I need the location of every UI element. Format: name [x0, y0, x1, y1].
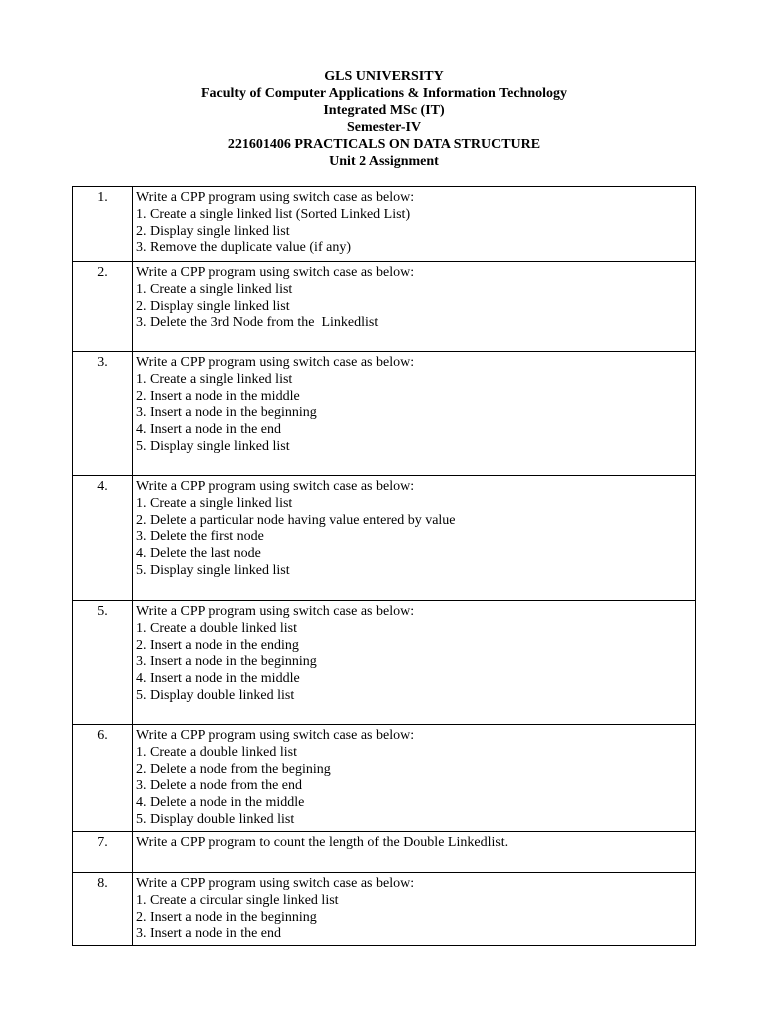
question-line: Write a CPP program using switch case as below:: [136, 265, 415, 280]
question-line: 4. Delete a node in the middle: [136, 795, 305, 811]
question-line: 3. Delete a node from the end: [136, 778, 302, 794]
question-number: 1.: [73, 187, 133, 262]
question-number: 2.: [73, 262, 133, 352]
faculty-name: Faculty of Computer Applications & Information Technology: [200, 86, 568, 101]
question-line: 3. Remove the duplicate value (if any): [136, 240, 351, 256]
question-line: 2. Display single linked list: [136, 298, 290, 314]
question-text: [133, 601, 696, 725]
question-row: [73, 832, 696, 873]
question-line: 4. Delete the last node: [136, 546, 261, 562]
question-line: 2. Insert a node in the beginning: [136, 909, 317, 925]
question-line: 5. Display single linked list: [136, 562, 290, 578]
question-text: [133, 832, 696, 873]
question-row: [73, 476, 696, 601]
question-row: [73, 725, 696, 832]
question-line: 1. Create a single linked list: [136, 495, 293, 511]
question-line: 1. Create a double linked list: [136, 620, 297, 636]
question-line: 1. Create a single linked list (Sorted Linked List): [136, 206, 411, 222]
semester: Semester-IV: [346, 120, 422, 135]
question-line: Write a CPP program using switch case as below:: [136, 479, 415, 494]
question-line: Write a CPP program using switch case as below:: [136, 728, 415, 743]
question-line: 5. Display single linked list: [136, 438, 290, 454]
question-line: Write a CPP program using switch case as below:: [136, 876, 415, 891]
question-line: 1. Create a single linked list: [136, 281, 293, 297]
question-row: [73, 352, 696, 476]
question-row: [73, 187, 696, 262]
question-row: [73, 262, 696, 352]
questions-body: [73, 187, 696, 946]
question-line: 4. Insert a node in the middle: [136, 671, 300, 687]
question-line: 3. Insert a node in the beginning: [136, 654, 317, 670]
question-row: [73, 601, 696, 725]
question-text: [133, 873, 696, 946]
question-text: [133, 352, 696, 476]
question-number: 3.: [73, 352, 133, 476]
question-line: Write a CPP program using switch case as below:: [136, 190, 415, 205]
university-name: GLS UNIVERSITY: [324, 69, 444, 84]
question-text: [133, 476, 696, 601]
question-line: 3. Insert a node in the end: [136, 926, 282, 942]
question-line: 2. Insert a node in the ending: [136, 637, 299, 653]
question-line: 5. Display double linked list: [136, 687, 295, 703]
question-text: [133, 187, 696, 262]
question-line: 1. Create a circular single linked list: [136, 892, 339, 908]
program-name: Integrated MSc (IT): [323, 103, 445, 118]
question-line: 2. Display single linked list: [136, 223, 290, 239]
unit-title: Unit 2 Assignment: [329, 154, 439, 169]
question-line: 3. Delete the first node: [136, 529, 264, 545]
question-number: 5.: [73, 601, 133, 725]
question-line: Write a CPP program using switch case as below:: [136, 604, 415, 619]
question-line: 2. Delete a node from the begining: [136, 761, 331, 777]
question-text: [133, 262, 696, 352]
question-line: 5. Display double linked list: [136, 811, 295, 827]
question-line: 4. Insert a node in the end: [136, 422, 282, 438]
question-line: 3. Insert a node in the beginning: [136, 405, 317, 421]
document-header: [0, 68, 768, 170]
question-row: [73, 873, 696, 946]
question-line: Write a CPP program using switch case as below:: [136, 355, 415, 370]
question-number: 4.: [73, 476, 133, 601]
question-line: 1. Create a single linked list: [136, 371, 293, 387]
question-number: 8.: [73, 873, 133, 946]
question-line: Write a CPP program to count the length of the Double Linkedlist.: [136, 835, 509, 850]
questions-table: [72, 186, 696, 946]
question-line: 3. Delete the 3rd Node from the Linkedlist: [136, 315, 379, 331]
question-line: 2. Delete a particular node having value entered by value: [136, 512, 456, 528]
question-line: 1. Create a double linked list: [136, 744, 297, 760]
question-text: [133, 725, 696, 832]
question-number: 6.: [73, 725, 133, 832]
question-number: 7.: [73, 832, 133, 873]
question-line: 2. Insert a node in the middle: [136, 388, 300, 404]
course-title: 221601406 PRACTICALS ON DATA STRUCTURE: [227, 137, 541, 152]
